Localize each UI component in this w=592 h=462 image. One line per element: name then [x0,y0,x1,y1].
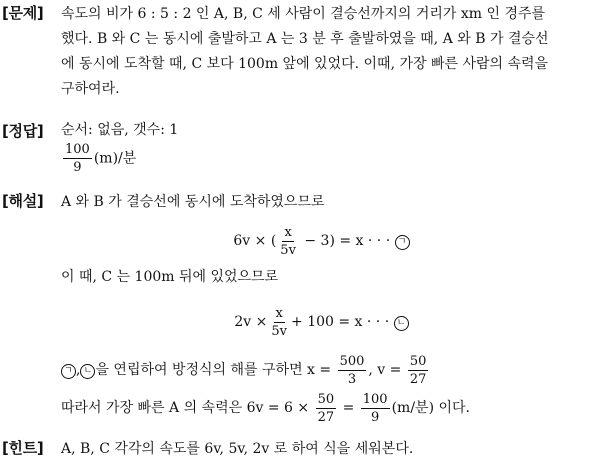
hint-text: A, B, C 각각의 속도를 6v, 5v, 2v 로 하여 식을 세워본다. [61,441,414,457]
solution-tag: [해설] [2,192,44,210]
answer-fraction: $\frac{100}{9}$ [65,142,90,175]
answer-tag: [정답] [2,122,44,140]
problem-line: 구하여라. [61,81,120,97]
equation-1: 6v × ( $\frac{x}{5v}$ − 3) = x · · · ㄱ [61,221,582,261]
solution-line: A 와 B 가 결승선에 동시에 도착하였으므로 [61,194,325,210]
answer-value [61,142,582,175]
solution-line: ㄱ , ㄴ 을 연립하여 방정식의 해를 구하면 x = $\frac{500}{3}$ , v = $\frac{50}{27}$ [61,352,582,388]
hint-tag: [힌트] [2,439,44,457]
circled-mark-icon: ㄱ [395,235,410,250]
solution-line: 따라서 가장 빠른 A 의 속력은 6v = 6 × $\frac{50}{27}$ = $\frac{100}{9}$ (m/분) 이다. [61,391,470,425]
circled-mark-icon: ㄱ [61,364,76,379]
problem-line: 속도의 비가 6 : 5 : 2 인 A, B, C 세 사람이 결승선까지의 거리가 xm 인 경주를 [61,6,546,22]
equation-2: 2v × $\frac{x}{5v}$ + 100 = x · · · ㄴ [61,302,582,342]
problem-text [61,2,582,102]
circled-mark-icon: ㄴ [394,316,409,331]
circled-mark-icon: ㄴ [80,364,95,379]
problem-tag: [문제] [2,4,44,22]
answer-unit: (m)/분 [93,150,137,167]
answer-meta: 순서: 없음, 갯수: 1 [61,122,179,138]
equation-fraction: $\frac{x}{5v}$ [271,305,288,339]
equation-fraction: $\frac{x}{5v}$ [280,224,296,258]
problem-line: 했다. B 와 C 는 동시에 출발하고 A 는 3 분 후 출발하였을 때, A 와 B 가 결승선 [61,31,549,47]
solution-line: 이 때, C 는 100m 뒤에 있었으므로 [61,269,279,285]
problem-line: 에 동시에 도착할 때, C 보다 100m 앞에 있었다. 이때, 가장 빠른 사람의 속력을 [61,56,549,72]
